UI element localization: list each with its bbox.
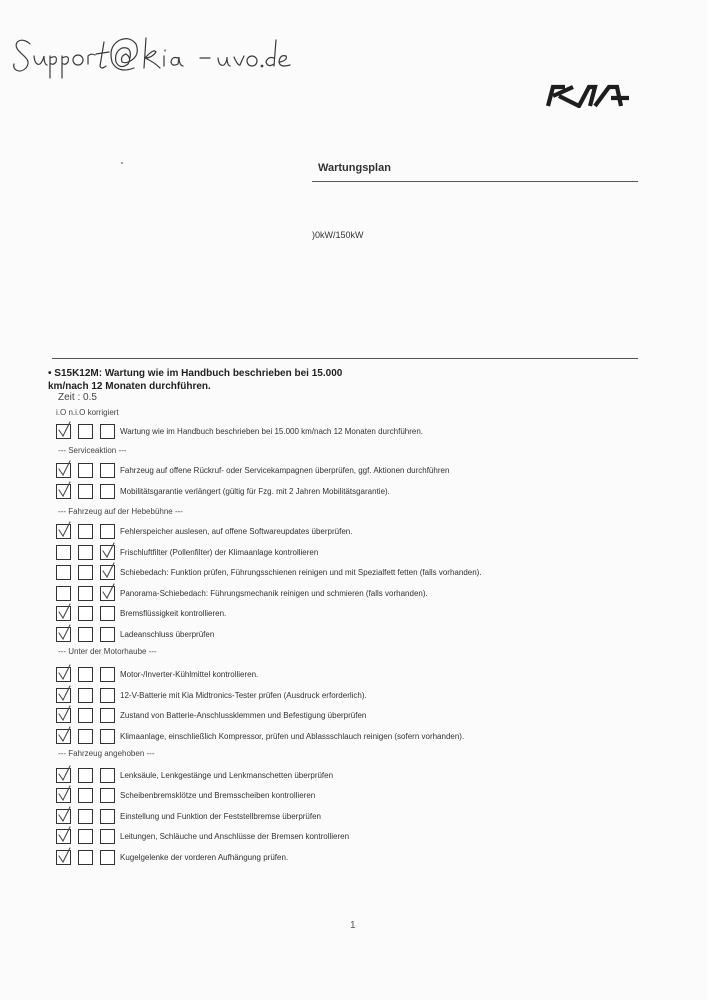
checklist-item — [56, 463, 656, 481]
handwritten-check-icon — [101, 563, 117, 582]
checkbox-nio[interactable] — [78, 565, 93, 580]
checklist-item — [56, 667, 656, 685]
checkbox-korrigiert[interactable] — [100, 729, 115, 744]
checkbox-io[interactable] — [56, 545, 71, 560]
checklist-item — [56, 606, 656, 624]
checkbox-nio[interactable] — [78, 729, 93, 744]
checklist-item-text: Kugelgelenke der vorderen Aufhängung prüfen. — [120, 853, 289, 862]
section-divider — [52, 358, 638, 359]
checkbox-nio[interactable] — [78, 463, 93, 478]
checkbox-nio[interactable] — [78, 484, 93, 499]
checkbox-nio[interactable] — [78, 545, 93, 560]
checklist-item — [56, 565, 656, 583]
checklist-item — [56, 708, 656, 726]
checklist-item-text: Mobilitätsgarantie verlängert (gültig für Fzg. mit 2 Jahren Mobilitätsgarantie). — [120, 487, 390, 496]
checkbox-korrigiert[interactable] — [100, 667, 115, 682]
checkbox-nio[interactable] — [78, 606, 93, 621]
power-rating: )0kW/150kW — [312, 230, 364, 240]
checkbox-korrigiert[interactable] — [100, 606, 115, 621]
section-serviceaktion: --- Serviceaktion --- — [58, 446, 127, 455]
checklist-item — [56, 850, 656, 868]
checkbox-io[interactable] — [56, 586, 71, 601]
checkbox-nio[interactable] — [78, 424, 93, 439]
checkbox-korrigiert[interactable] — [100, 829, 115, 844]
checkbox-korrigiert[interactable] — [100, 524, 115, 539]
checkbox-nio[interactable] — [78, 788, 93, 803]
checklist-item — [56, 484, 656, 502]
column-headers: i.O n.i.O korrigiert — [56, 408, 119, 417]
checkbox-korrigiert[interactable] — [100, 850, 115, 865]
checklist-item-text: Ladeanschluss überprüfen — [120, 630, 215, 639]
checklist-item-text: Fahrzeug auf offene Rückruf- oder Servicekampagnen überprüfen, ggf. Aktionen durchführen — [120, 466, 450, 475]
task-time: Zeit : 0.5 — [58, 392, 97, 403]
document-title: Wartungsplan — [318, 162, 391, 174]
checklist-item — [56, 586, 656, 604]
checkbox-nio[interactable] — [78, 688, 93, 703]
section-hebebuehne: --- Fahrzeug auf der Hebebühne --- — [58, 507, 183, 516]
handwritten-email — [8, 28, 308, 88]
task-heading-line2: km/nach 12 Monaten durchführen. — [48, 381, 211, 392]
checklist-item — [56, 788, 656, 806]
checklist-item — [56, 768, 656, 786]
checkbox-nio[interactable] — [78, 586, 93, 601]
task-heading — [48, 367, 342, 393]
handwritten-check-icon — [57, 422, 73, 441]
checklist-item — [56, 424, 656, 442]
section-angehoben: --- Fahrzeug angehoben --- — [58, 749, 155, 758]
checkbox-korrigiert[interactable] — [100, 463, 115, 478]
checklist-item-text: Motor-/Inverter-Kühlmittel kontrollieren. — [120, 670, 259, 679]
handwritten-check-icon — [57, 766, 73, 785]
checklist-item-text: Fehlerspeicher auslesen, auf offene Softwareupdates überprüfen. — [120, 527, 353, 536]
checklist-item — [56, 809, 656, 827]
handwritten-check-icon — [57, 482, 73, 501]
checkbox-korrigiert[interactable] — [100, 627, 115, 642]
speck — [121, 162, 123, 164]
checkbox-korrigiert[interactable] — [100, 424, 115, 439]
checklist-item — [56, 729, 656, 747]
handwritten-check-icon — [57, 848, 73, 867]
checkbox-nio[interactable] — [78, 809, 93, 824]
checkbox-korrigiert[interactable] — [100, 688, 115, 703]
checklist-item — [56, 545, 656, 563]
checkbox-io[interactable] — [56, 565, 71, 580]
handwritten-check-icon — [57, 665, 73, 684]
handwritten-check-icon — [101, 543, 117, 562]
handwritten-check-icon — [57, 522, 73, 541]
checklist-item — [56, 524, 656, 542]
checkbox-korrigiert[interactable] — [100, 484, 115, 499]
checklist-item-text: Schiebedach: Funktion prüfen, Führungsschienen reinigen und mit Spezialfett fetten (falls vorhanden). — [120, 568, 482, 577]
page-number: 1 — [350, 920, 356, 931]
checkbox-nio[interactable] — [78, 850, 93, 865]
checkbox-korrigiert[interactable] — [100, 768, 115, 783]
handwritten-check-icon — [57, 686, 73, 705]
handwritten-check-icon — [57, 786, 73, 805]
handwritten-check-icon — [57, 625, 73, 644]
handwritten-check-icon — [57, 604, 73, 623]
checklist-item-text: Zustand von Batterie-Anschlussklemmen und Befestigung überprüfen — [120, 711, 367, 720]
checkbox-korrigiert[interactable] — [100, 788, 115, 803]
checkbox-nio[interactable] — [78, 524, 93, 539]
handwritten-check-icon — [57, 461, 73, 480]
checklist-item-text: 12-V-Batterie mit Kia Midtronics-Tester prüfen (Ausdruck erforderlich). — [120, 691, 367, 700]
checklist-item-text: Einstellung und Funktion der Feststellbremse überprüfen — [120, 812, 321, 821]
checklist-item-text: Scheibenbremsklötze und Bremsscheiben kontrollieren — [120, 791, 316, 800]
handwritten-check-icon — [57, 706, 73, 725]
checkbox-nio[interactable] — [78, 829, 93, 844]
checkbox-nio[interactable] — [78, 667, 93, 682]
title-underline — [312, 181, 638, 182]
checkbox-korrigiert[interactable] — [100, 809, 115, 824]
checklist-item-text: Panorama-Schiebedach: Führungsmechanik reinigen und schmieren (falls vorhanden). — [120, 589, 428, 598]
checklist-item — [56, 829, 656, 847]
handwritten-check-icon — [57, 827, 73, 846]
checklist-item-text: Lenksäule, Lenkgestänge und Lenkmanschetten überprüfen — [120, 771, 334, 780]
checklist-item-text: Klimaanlage, einschließlich Kompressor, prüfen und Ablassschlauch reinigen (sofern vorhanden). — [120, 732, 465, 741]
checklist-item-text: Frischluftfilter (Pollenfilter) der Klimaanlage kontrollieren — [120, 548, 319, 557]
checkbox-korrigiert[interactable] — [100, 708, 115, 723]
checkbox-nio[interactable] — [78, 708, 93, 723]
checkbox-nio[interactable] — [78, 768, 93, 783]
checklist-item — [56, 688, 656, 706]
section-motorhaube: --- Unter der Motorhaube --- — [58, 647, 157, 656]
task-heading-line1: • S15K12M: Wartung wie im Handbuch beschrieben bei 15.000 — [48, 368, 343, 379]
handwritten-check-icon — [57, 727, 73, 746]
checklist-item-text: Leitungen, Schläuche und Anschlüsse der Bremsen kontrollieren — [120, 832, 350, 841]
handwritten-check-icon — [57, 807, 73, 826]
checkbox-nio[interactable] — [78, 627, 93, 642]
checklist-item — [56, 627, 656, 645]
checklist-item-text: Wartung wie im Handbuch beschrieben bei 15.000 km/nach 12 Monaten durchführen. — [120, 427, 423, 436]
kia-logo — [545, 84, 637, 108]
handwritten-check-icon — [101, 584, 117, 603]
checklist-item-text: Bremsflüssigkeit kontrollieren. — [120, 609, 227, 618]
